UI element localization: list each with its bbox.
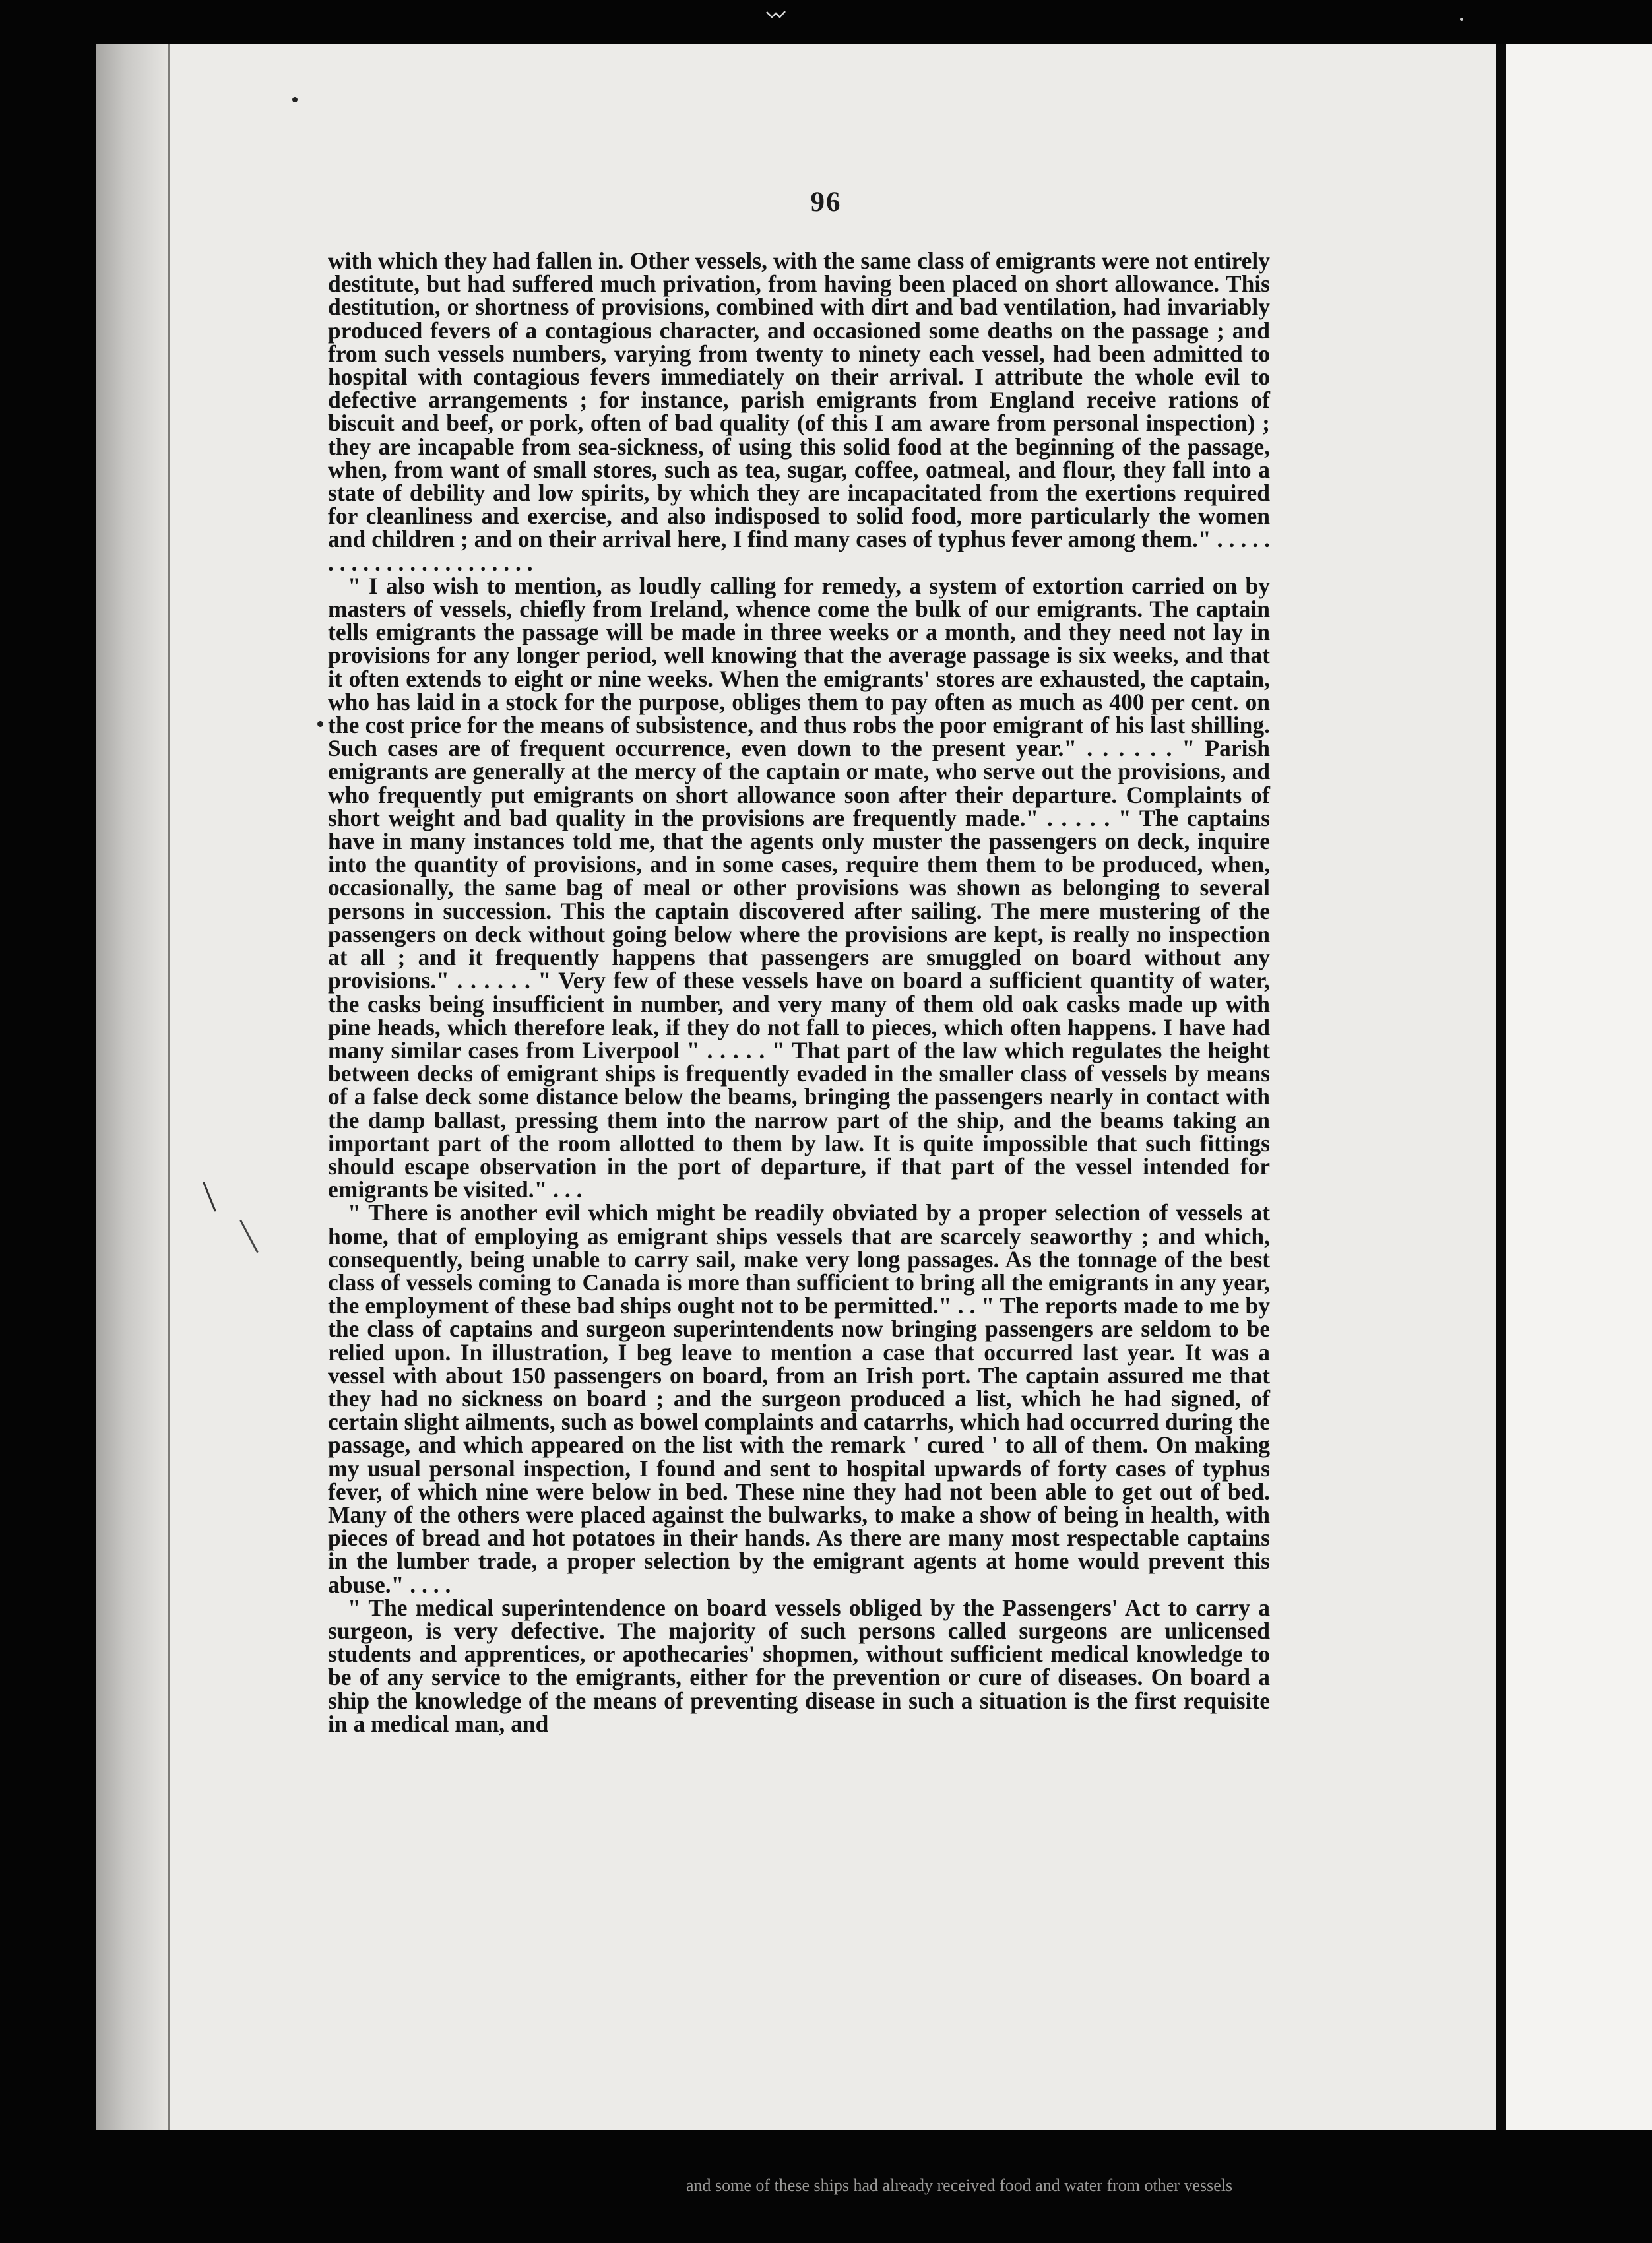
binding-gutter xyxy=(96,44,169,2130)
page-divider xyxy=(1496,44,1506,2130)
bleed-through-text: and some of these ships had already received food and water from other vessels xyxy=(686,2176,1233,2195)
speck xyxy=(317,721,323,727)
scan-speck-top xyxy=(765,9,789,20)
paragraph-4: " The medical superintendence on board vessels obliged by the Passengers' Act to carry a surgeon, is very defective. The majority of such persons called surgeons are unlicensed students and apprentices, or apothecaries' shopmen, without sufficient medical knowledge to be of any service to the emigrants, either for the prevention or cure of diseases. On board a ship the knowledge of the means of preventing disease in such a situation is the first requisite in a medical man, and xyxy=(328,1594,1270,1737)
page-number: 96 xyxy=(810,187,842,218)
right-page-edge xyxy=(1506,44,1652,2130)
paragraph-2: " I also wish to mention, as loudly calling for remedy, a system of extortion carried on by masters of vessels, chiefly from Ireland, whence come the bulk of our emigrants. The captain tells emigrants the passage will be made in three weeks or a month, and they need not lay in provisions for any longer period, well knowing that the average passage is six weeks, and that it often extends to eight or nine weeks. When the emigrants' stores are exhausted, the captain, who has laid in a stock for the purpose, obliges them to pay often as much as 400 per cent. on the cost price for the means of subsistence, and thus robs the poor emigrant of his last shilling. Such cases are of frequent occurrence, even down to the present year." . . . . . . " Parish emigrants are generally at the mercy of the captain or mate, who serve out the provisions, and who frequently put emigrants on short allowance soon after their departure. Complaints of short weight and bad quality in the provisions are frequently made." . . . . . " The captains have in many instances told me, that the agents only muster the passengers on deck, inquire into the quantity of provisions, and in some cases, require them them to be produced, when, occasionally, the same bag of meal or other provisions was shown as belonging to several persons in succession. This the captain discovered after sailing. The mere mustering of the passengers on deck without going below where the provisions are kept, is really no inspection at all ; and it frequently happens that passengers are smuggled on board without any provisions." . . . . . . " Very few of these vessels have on board a sufficient quantity of water, the casks being insufficient in number, and very many of them old oak casks made up with pine heads, which therefore leak, if they do not fall to pieces, which often happens. I have had many similar cases from Liverpool " . . . . . " That part of the law which regulates the height between decks of emigrant ships is frequently evaded in the smaller class of vessels by means of a false deck some distance below the beams, bringing the passengers nearly in contact with the damp ballast, pressing them into the narrow part of the ship, and the beams taking an important part of the room allotted to them by law. It is quite impossible that such fittings should escape observation in the port of departure, if that part of the vessel intended for emigrants be visited." . . . xyxy=(328,572,1270,1203)
speck xyxy=(1460,18,1463,21)
body-text xyxy=(328,249,1270,1736)
paragraph-3: " There is another evil which might be readily obviated by a proper selection of vessels at home, that of employing as emigrant ships vessels that are scarcely seaworthy ; and which, consequently, being unable to carry sail, make very long passages. As the tonnage of the best class of vessels coming to Canada is more than sufficient to bring all the emigrants in any year, the employment of these bad ships ought not to be permitted." . . " The reports made to me by the class of captains and surgeon superintendents now bringing passengers are seldom to be relied upon. In illustration, I beg leave to mention a case that occurred last year. It was a vessel with about 150 passengers on board, from an Irish port. The captain assured me that they had no sickness on board ; and the surgeon produced a list, which he had signed, of certain slight ailments, such as bowel complaints and catarrhs, which had occurred during the passage, and which appeared on the list with the remark ' cured ' to all of them. On making my usual personal inspection, I found and sent to hospital upwards of forty cases of typhus fever, of which nine were below in bed. These nine they had not been able to get out of bed. Many of the others were placed against the bulwarks, to make a show of being in health, with pieces of bread and hot potatoes in their hands. As there are many most respectable captains in the lumber trade, a proper selection by the emigrant agents at home would prevent this abuse." . . . . xyxy=(328,1199,1270,1598)
speck xyxy=(292,97,298,102)
binding-edge-line xyxy=(168,44,170,2130)
paragraph-1: with which they had fallen in. Other vessels, with the same class of emigrants were not entirely destitute, but had suffered much privation, from having been placed on short allowance. This destitution, or shortness of provisions, combined with dirt and bad ventilation, had invariably produced fevers of a contagious character, and occasioned some deaths on the passage ; and from such vessels numbers, varying from twenty to ninety each vessel, had been admitted to hospital with contagious fevers immediately on their arrival. I attribute the whole evil to defective arrangements ; for instance, parish emigrants from England receive rations of biscuit and beef, or pork, often of bad quality (of this I am aware from personal inspection) ; they are incapable from sea-sickness, of using this solid food at the beginning of the passage, when, from want of small stores, such as tea, sugar, coffee, oatmeal, and flour, they fall into a state of debility and low spirits, by which they are incapacitated from the exertions required for cleanliness and exercise, and also indisposed to solid food, more particularly the women and children ; and on their arrival here, I find many cases of typhus fever among them." . . . . . . . . . . . . . . . . . . . . . . . xyxy=(328,247,1270,576)
